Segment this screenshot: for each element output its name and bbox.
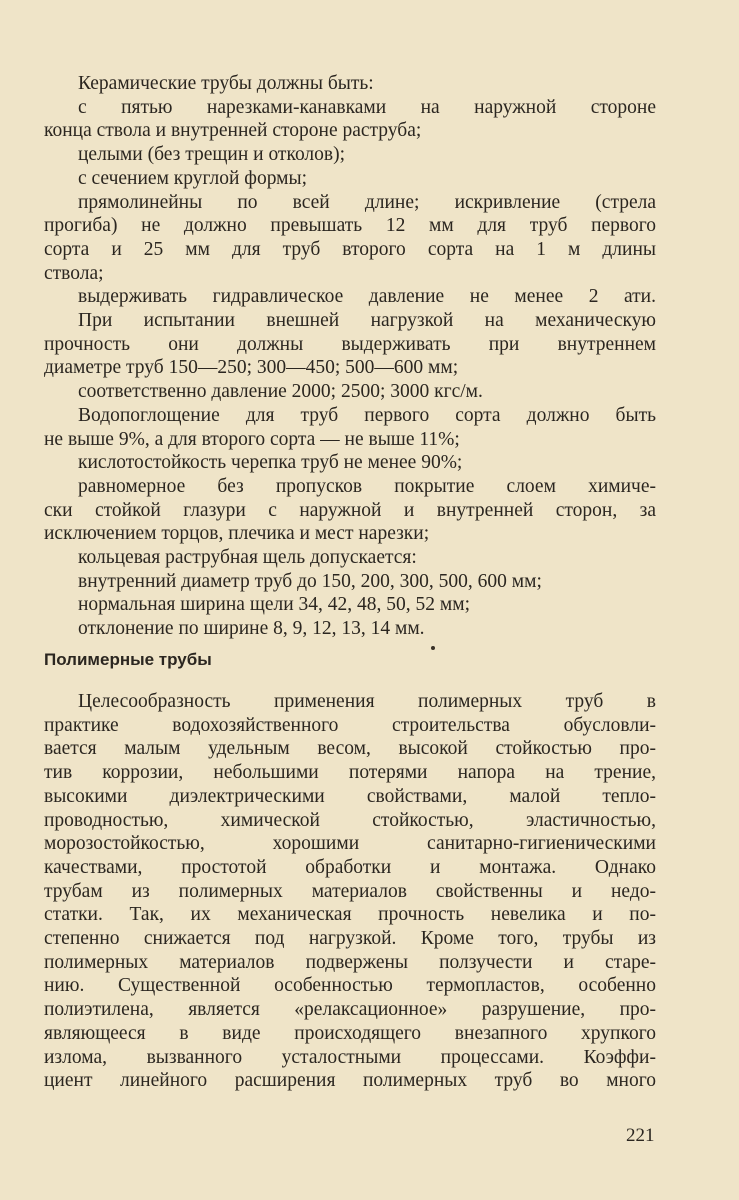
text-line: не выше 9%, а для второго сорта — не выше 11%; (44, 428, 460, 450)
text-line: целыми (без трещин и отколов); (78, 144, 346, 166)
text-line: отклонение по ширине 8, 9, 12, 13, 14 мм. (78, 618, 425, 640)
polymer-pipes-section (44, 690, 656, 1093)
text-line: качествами, простотой обработки и монтажа. Однако (44, 856, 656, 878)
text-line: трубам из полимерных материалов свойственны и недо- (44, 880, 656, 902)
text-line: циент линейного расширения полимерных труб во много (44, 1070, 656, 1092)
text-line: ствола; (44, 262, 104, 284)
text-line: сорта и 25 мм для труб второго сорта на 1 м длины (44, 238, 656, 260)
text-line: с пятью нарезками-канавками на наружной стороне (78, 96, 656, 118)
text-line: с сечением круглой формы; (78, 167, 308, 189)
page-number: 221 (626, 1125, 655, 1146)
text-line: практике водохозяйственного строительства обусловли- (44, 714, 656, 736)
text-line: излома, вызванного усталостными процессами. Коэффи- (44, 1046, 656, 1068)
text-line: высокими диэлектрическими свойствами, малой тепло- (44, 785, 656, 807)
text-line: являющееся в виде происходящего внезапного хрупкого (44, 1022, 656, 1044)
text-line: полимерных материалов подвержены ползучести и старе- (44, 951, 656, 973)
text-line: прямолинейны по всей длине; искривление (стрела (78, 191, 656, 213)
text-line: равномерное без пропусков покрытие слоем химиче- (78, 475, 656, 497)
text-line: кольцевая раструбная щель допускается: (78, 547, 417, 569)
text-line: Керамические трубы должны быть: (78, 73, 374, 94)
print-speck (431, 646, 435, 650)
text-line: соответственно давление 2000; 2500; 3000 кгс/м. (78, 381, 483, 403)
ceramic-pipes-section (44, 72, 656, 641)
text-line: исключением торцов, плечика и мест нарезки; (44, 523, 430, 545)
text-line: кислотостойкость черепка труб не менее 90%; (78, 452, 463, 474)
text-line: выдерживать гидравлическое давление не менее 2 ати. (78, 286, 656, 308)
text-line: нормальная ширина щели 34, 42, 48, 50, 52 мм; (78, 594, 471, 616)
text-line: диаметре труб 150—250; 300—450; 500—600 мм; (44, 357, 459, 379)
text-line: прочность они должны выдерживать при внутреннем (44, 333, 656, 355)
text-line: тив коррозии, небольшими потерями напора на трение, (44, 762, 656, 784)
section-heading: Полимерные трубы (44, 650, 212, 669)
text-line: нию. Существенной особенностью термопластов, особенно (44, 975, 656, 997)
text-line: вается малым удельным весом, высокой стойкостью про- (44, 738, 656, 760)
text-line: степенно снижается под нагрузкой. Кроме того, трубы из (44, 928, 656, 950)
text-line: морозостойкостью, хорошими санитарно-гигиеническими (44, 833, 656, 855)
text-line: полиэтилена, является «релаксационное» разрушение, про- (44, 999, 656, 1021)
text-line: статки. Так, их механическая прочность невелика и по- (44, 904, 656, 926)
text-line: Водопоглощение для труб первого сорта должно быть (78, 404, 656, 426)
text-line: внутренний диаметр труб до 150, 200, 300, 500, 600 мм; (78, 570, 542, 592)
text-line: конца ствола и внутренней стороне раструба; (44, 120, 422, 142)
text-line: проводностью, химической стойкостью, эластичностью, (44, 809, 656, 831)
text-line: ски стойкой глазури с наружной и внутренней сторон, за (44, 499, 656, 521)
text-line: прогиба) не должно превышать 12 мм для труб первого (44, 215, 656, 237)
text-line: При испытании внешней нагрузкой на механическую (78, 310, 656, 332)
text-line: Целесообразность применения полимерных труб в (78, 691, 656, 712)
